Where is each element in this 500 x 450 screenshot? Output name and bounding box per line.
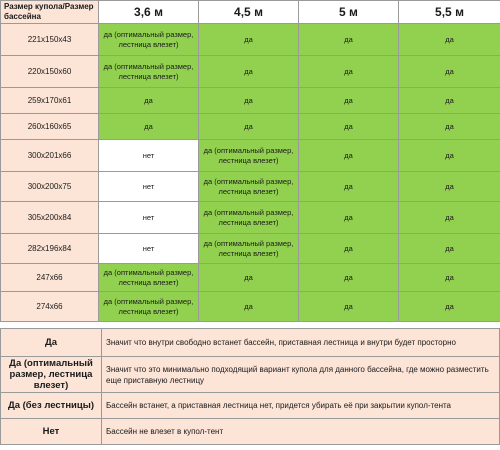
compatibility-cell: да xyxy=(199,56,299,88)
compatibility-cell: да xyxy=(199,24,299,56)
legend-row xyxy=(1,329,500,357)
compatibility-cell: да xyxy=(299,24,399,56)
column-header-dome-size: 5,5 м xyxy=(399,1,500,24)
compatibility-cell: да xyxy=(299,114,399,140)
compatibility-cell: да xyxy=(299,88,399,114)
compatibility-cell: нет xyxy=(99,140,199,172)
legend-description: Значит что внутри свободно встанет бассейн, приставная лестница и внутри будет просторно xyxy=(102,329,500,357)
legend-description: Значит что это минимально подходящий вариант купола для данного бассейна, где можно разместить еще приставную лестницу xyxy=(102,357,500,393)
column-header-dome-size: 4,5 м xyxy=(199,1,299,24)
compatibility-cell: да (оптимальный размер, лестница влезет) xyxy=(199,140,299,172)
pool-size-cell: 300х200х75 xyxy=(1,172,99,202)
compatibility-cell: да xyxy=(399,56,500,88)
compatibility-cell: да xyxy=(399,292,500,322)
compatibility-cell: да (оптимальный размер, лестница влезет) xyxy=(99,292,199,322)
pool-size-cell: 220х150х60 xyxy=(1,56,99,88)
compatibility-cell: да xyxy=(399,140,500,172)
table-row xyxy=(1,88,500,114)
corner-label: Размер купола/Размер бассейна xyxy=(1,1,99,24)
compatibility-cell: да xyxy=(199,88,299,114)
legend-description: Бассейн не влезет в купол-тент xyxy=(102,419,500,445)
compatibility-cell: да xyxy=(299,172,399,202)
compatibility-cell: нет xyxy=(99,202,199,234)
compatibility-cell: да xyxy=(299,264,399,292)
pool-size-cell: 259х170х61 xyxy=(1,88,99,114)
compatibility-cell: да xyxy=(399,24,500,56)
legend-term: Да xyxy=(1,329,102,357)
compatibility-cell: да xyxy=(399,202,500,234)
table-row xyxy=(1,114,500,140)
table-row xyxy=(1,234,500,264)
header-row xyxy=(1,1,500,24)
compatibility-cell: да xyxy=(99,114,199,140)
legend-row xyxy=(1,393,500,419)
compatibility-cell: да xyxy=(299,140,399,172)
compatibility-cell: да xyxy=(199,264,299,292)
pool-size-cell: 300х201х66 xyxy=(1,140,99,172)
compatibility-cell: да xyxy=(99,88,199,114)
compatibility-cell: да xyxy=(399,264,500,292)
pool-size-cell: 247х66 xyxy=(1,264,99,292)
compatibility-cell: да xyxy=(399,234,500,264)
pool-size-cell: 305х200х84 xyxy=(1,202,99,234)
legend-term: Нет xyxy=(1,419,102,445)
pool-size-cell: 260х160х65 xyxy=(1,114,99,140)
table-row xyxy=(1,56,500,88)
compatibility-cell: да (оптимальный размер, лестница влезет) xyxy=(99,56,199,88)
table-row xyxy=(1,24,500,56)
compatibility-cell: да xyxy=(199,292,299,322)
compatibility-cell: да xyxy=(399,172,500,202)
table-row xyxy=(1,172,500,202)
compatibility-cell: да xyxy=(299,56,399,88)
column-header-dome-size: 5 м xyxy=(299,1,399,24)
compatibility-cell: да (оптимальный размер, лестница влезет) xyxy=(199,234,299,264)
compatibility-cell: да xyxy=(299,292,399,322)
pool-size-cell: 282х196х84 xyxy=(1,234,99,264)
table-row xyxy=(1,264,500,292)
legend-term: Да (без лестницы) xyxy=(1,393,102,419)
table-row xyxy=(1,140,500,172)
compatibility-cell: да xyxy=(299,234,399,264)
table-row xyxy=(1,202,500,234)
column-header-dome-size: 3,6 м xyxy=(99,1,199,24)
legend-row xyxy=(1,357,500,393)
compatibility-cell: нет xyxy=(99,172,199,202)
compatibility-cell: да (оптимальный размер, лестница влезет) xyxy=(199,202,299,234)
table-row xyxy=(1,292,500,322)
compatibility-cell: да xyxy=(199,114,299,140)
compatibility-cell: да (оптимальный размер, лестница влезет) xyxy=(199,172,299,202)
legend-description: Бассейн встанет, а приставная лестница нет, придется убирать её при закрытии купол-тента xyxy=(102,393,500,419)
legend-table xyxy=(0,328,500,445)
compatibility-cell: да (оптимальный размер, лестница влезет) xyxy=(99,24,199,56)
compatibility-cell: да (оптимальный размер, лестница влезет) xyxy=(99,264,199,292)
compatibility-cell: да xyxy=(299,202,399,234)
compatibility-cell: нет xyxy=(99,234,199,264)
compatibility-cell: да xyxy=(399,114,500,140)
compatibility-cell: да xyxy=(399,88,500,114)
pool-size-cell: 221х150х43 xyxy=(1,24,99,56)
legend-term: Да (оптимальный размер, лестница влезет) xyxy=(1,357,102,393)
legend-row xyxy=(1,419,500,445)
pool-size-cell: 274х66 xyxy=(1,292,99,322)
